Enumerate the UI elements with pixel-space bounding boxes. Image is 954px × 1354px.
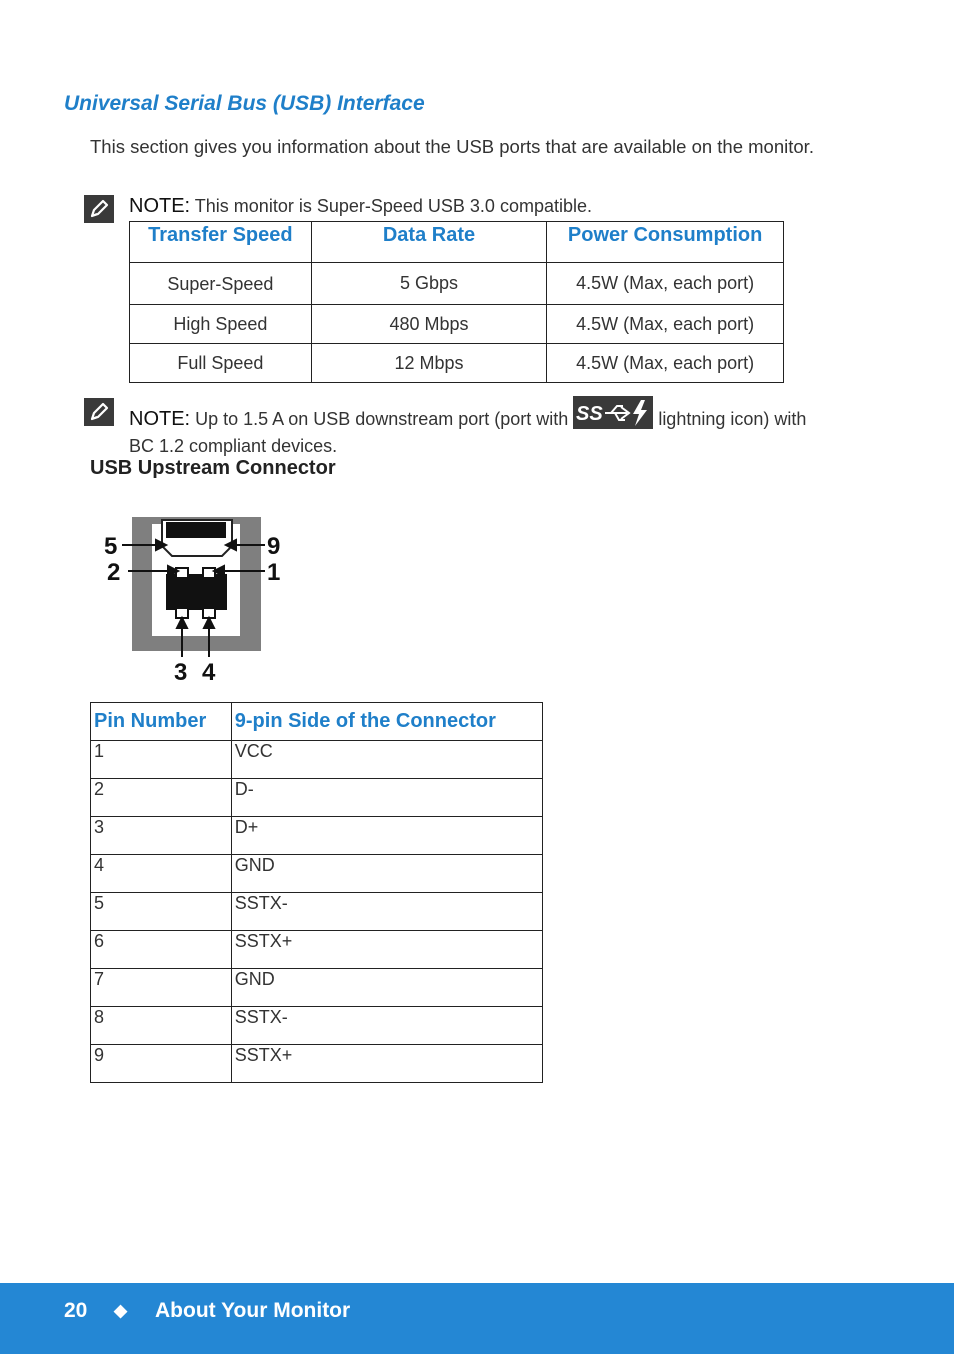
diamond-separator-icon: ◆ [114, 1301, 128, 1320]
table-cell: 5 Gbps [311, 263, 547, 305]
header-9-pin-side: 9-pin Side of the Connector [231, 703, 542, 741]
table-cell: 4.5W (Max, each port) [547, 344, 784, 383]
note-1-label: NOTE: [129, 195, 191, 217]
usb-upstream-heading: USB Upstream Connector [90, 457, 336, 479]
table-header-row [91, 703, 543, 741]
pin-assignment-table [90, 702, 543, 1083]
table-cell: D+ [231, 817, 542, 855]
table-row [91, 855, 543, 893]
pin-label-1: 1 [267, 559, 281, 586]
table-row [91, 741, 543, 779]
contact-pad [176, 568, 188, 578]
table-cell: 4 [91, 855, 232, 893]
table-row [91, 779, 543, 817]
table-row [130, 263, 784, 305]
note-pencil-icon [84, 195, 114, 223]
note-2-text-before: Up to 1.5 A on USB downstream port (port with [190, 409, 574, 429]
pin-label-5: 5 [104, 533, 118, 560]
table-cell: GND [231, 969, 542, 1007]
table-cell: 7 [91, 969, 232, 1007]
table-row [130, 344, 784, 383]
table-cell: SSTX+ [231, 931, 542, 969]
table-row [91, 931, 543, 969]
pin-label-2: 2 [107, 559, 121, 586]
note-2-label: NOTE: [129, 408, 191, 430]
usb2-contact-block [166, 574, 227, 610]
pin-label-4: 4 [202, 659, 216, 684]
table-cell: Super-Speed [130, 263, 312, 305]
note-2 [129, 396, 829, 460]
table-cell: 5 [91, 893, 232, 931]
usb-speed-table [129, 221, 784, 383]
table-cell: SSTX- [231, 893, 542, 931]
table-cell: 4.5W (Max, each port) [547, 305, 784, 344]
table-cell: 1 [91, 741, 232, 779]
note-1 [129, 193, 592, 220]
table-row [91, 893, 543, 931]
header-data-rate: Data Rate [311, 222, 547, 263]
page-footer [0, 1283, 954, 1354]
usb-b-connector-diagram [100, 512, 290, 684]
table-cell: 8 [91, 1007, 232, 1045]
superspeed-contacts [166, 522, 226, 538]
page-number: 20 [64, 1299, 88, 1322]
intro-paragraph: This section gives you information about the USB ports that are available on the monitor. [90, 136, 814, 157]
note-2-text-after: lightning icon) with BC 1.2 compliant devices. [129, 409, 807, 456]
table-cell: 12 Mbps [311, 344, 547, 383]
table-row [91, 969, 543, 1007]
table-row [91, 817, 543, 855]
footer-section-title: About Your Monitor [155, 1299, 351, 1322]
table-cell: 6 [91, 931, 232, 969]
note-pencil-icon [84, 398, 114, 426]
table-cell: SSTX- [231, 1007, 542, 1045]
note-1-text: This monitor is Super-Speed USB 3.0 compatible. [190, 196, 592, 216]
table-cell: 2 [91, 779, 232, 817]
pin-label-3: 3 [174, 659, 188, 684]
table-cell: D- [231, 779, 542, 817]
table-cell: 3 [91, 817, 232, 855]
table-cell: 9 [91, 1045, 232, 1083]
table-cell: High Speed [130, 305, 312, 344]
table-header-row [130, 222, 784, 263]
table-row [91, 1007, 543, 1045]
contact-pad [203, 568, 215, 578]
table-cell: Full Speed [130, 344, 312, 383]
table-cell: GND [231, 855, 542, 893]
header-pin-number: Pin Number [91, 703, 232, 741]
pin-label-9: 9 [267, 533, 281, 560]
table-cell: 4.5W (Max, each port) [547, 263, 784, 305]
usb-superspeed-charging-icon [573, 396, 653, 429]
table-row [130, 305, 784, 344]
table-row [91, 1045, 543, 1083]
svg-text:SS: SS [576, 403, 603, 425]
header-power-consumption: Power Consumption [547, 222, 784, 263]
table-cell: VCC [231, 741, 542, 779]
table-cell: SSTX+ [231, 1045, 542, 1083]
header-transfer-speed: Transfer Speed [130, 222, 312, 263]
section-title: Universal Serial Bus (USB) Interface [64, 92, 425, 115]
table-cell: 480 Mbps [311, 305, 547, 344]
